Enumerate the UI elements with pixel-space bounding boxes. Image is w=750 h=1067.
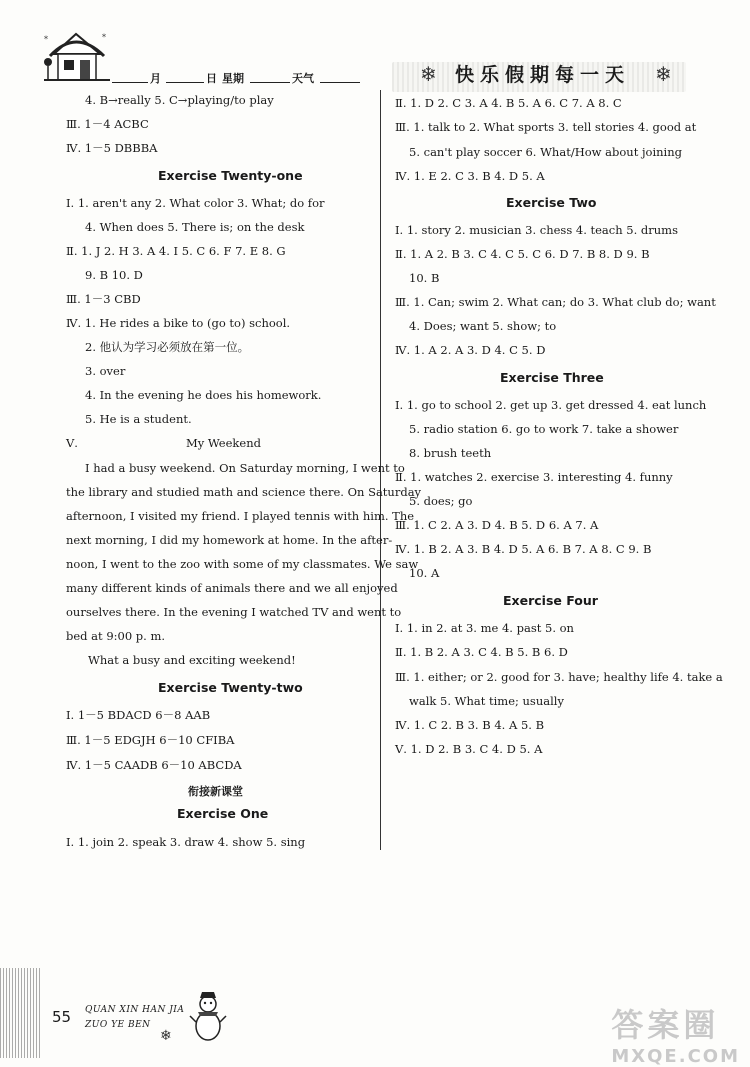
- answer-line: Ⅲ. 1. talk to 2. What sports 3. tell stories 4. good at: [395, 120, 697, 134]
- answer-line: Ⅱ. 1. D 2. C 3. A 4. B 5. A 6. C 7. A 8. C: [395, 96, 622, 110]
- essay-line: next morning, I did my homework at home. In the after-: [66, 533, 393, 547]
- answer-line: walk 5. What time; usually: [409, 694, 564, 708]
- essay-line: ourselves there. In the evening I watched TV and went to: [66, 605, 402, 619]
- snowflake-icon: ❄: [160, 1028, 172, 1044]
- watermark: [611, 1000, 740, 1067]
- answer-line: Ⅰ. 1. story 2. musician 3. chess 4. teach 5. drums: [395, 223, 678, 237]
- answer-line: Ⅲ. 1. either; or 2. good for 3. have; healthy life 4. take a: [395, 670, 723, 684]
- essay-line: the library and studied math and science there. On Saturday: [66, 485, 422, 499]
- answer-line: Ⅱ. 1. A 2. B 3. C 4. C 5. C 6. D 7. B 8. D 9. B: [395, 247, 650, 261]
- watermark-url: MXQE.COM: [611, 1046, 740, 1067]
- essay-line: bed at 9:00 p. m.: [66, 629, 166, 643]
- answer-line: 5. radio station 6. go to work 7. take a shower: [409, 422, 679, 436]
- answer-line: Ⅲ. 1－5 EDGJH 6－10 CFIBA: [66, 733, 235, 747]
- answer-line: Ⅳ. 1－5 CAADB 6－10 ABCDA: [66, 758, 242, 772]
- svg-text:*: *: [102, 33, 106, 42]
- answer-line: Ⅳ. 1. B 2. A 3. B 4. D 5. A 6. B 7. A 8. C 9. B: [395, 542, 652, 556]
- answer-line: Ⅰ. 1. go to school 2. get up 3. get dressed 4. eat lunch: [395, 398, 707, 412]
- essay-title: My Weekend: [186, 436, 261, 450]
- snow-house-icon: [40, 28, 112, 84]
- section-title: Exercise Twenty-one: [158, 168, 303, 183]
- snowflake-icon: ❄: [655, 62, 672, 86]
- essay-line: I had a busy weekend. On Saturday morning, I went to: [85, 461, 405, 475]
- banner-title: 快乐假期每一天: [455, 64, 631, 86]
- answer-line: 5. can't play soccer 6. What/How about joining: [409, 145, 682, 159]
- answer-line: Ⅳ. 1－5 DBBBA: [66, 141, 158, 155]
- answer-line: 10. A: [409, 566, 440, 580]
- answer-line: 4. In the evening he does his homework.: [85, 388, 322, 402]
- snowman-icon: [188, 988, 230, 1048]
- answer-line: Ⅴ. 1. D 2. B 3. C 4. D 5. A: [395, 742, 543, 756]
- answer-line: Ⅱ. 1. J 2. H 3. A 4. I 5. C 6. F 7. E 8. G: [66, 244, 286, 258]
- answer-line: 9. B 10. D: [85, 268, 143, 282]
- answer-line: Ⅰ. 1. in 2. at 3. me 4. past 5. on: [395, 621, 574, 635]
- snowflake-icon: ❄: [420, 62, 437, 86]
- answer-line: Ⅳ. 1. He rides a bike to (go to) school.: [66, 316, 291, 330]
- watermark-cn: 答案圈: [611, 1006, 720, 1044]
- day-label: 日: [206, 72, 217, 85]
- section-title: Exercise Four: [503, 593, 598, 608]
- answer-line: 8. brush teeth: [409, 446, 492, 460]
- answer-line: Ⅰ. 1. aren't any 2. What color 3. What; do for: [66, 196, 325, 210]
- essay-line: many different kinds of animals there and we all enjoyed: [66, 581, 398, 595]
- page-number: 55: [52, 1008, 72, 1026]
- answer-line: Ⅲ. 1－3 CBD: [66, 292, 141, 306]
- answer-line: 3. over: [85, 364, 126, 378]
- answer-line: Ⅳ. 1. A 2. A 3. D 4. C 5. D: [395, 343, 546, 357]
- answer-line: Ⅲ. 1－4 ACBC: [66, 117, 149, 131]
- answer-line: Ⅳ. 1. E 2. C 3. B 4. D 5. A: [395, 169, 545, 183]
- answer-line: 5. does; go: [409, 494, 473, 508]
- answer-line: 2. 他认为学习必须放在第一位。: [85, 340, 250, 354]
- section-title: Exercise Twenty-two: [158, 680, 303, 695]
- page-edge: [0, 968, 42, 1058]
- answer-line: 4. When does 5. There is; on the desk: [85, 220, 305, 234]
- section-subtitle: 衔接新课堂: [188, 785, 243, 798]
- answer-line: 4. Does; want 5. show; to: [409, 319, 557, 333]
- answer-line: 4. B→really 5. C→playing/to play: [85, 93, 274, 107]
- essay-line: noon, I went to the zoo with some of my classmates. We saw: [66, 557, 419, 571]
- answer-line: 5. He is a student.: [85, 412, 192, 426]
- answer-line: Ⅱ. 1. B 2. A 3. C 4. B 5. B 6. D: [395, 645, 568, 659]
- section-title: Exercise Three: [500, 370, 604, 385]
- answer-line: Ⅴ.: [66, 436, 78, 450]
- footer-series-line2: ZUO YE BEN: [85, 1020, 151, 1030]
- footer-series-line1: QUAN XIN HAN JIA: [85, 1005, 185, 1015]
- answer-line: Ⅰ. 1－5 BDACD 6－8 AAB: [66, 708, 211, 722]
- answer-line: Ⅲ. 1. Can; swim 2. What can; do 3. What club do; want: [395, 295, 716, 309]
- svg-text:*: *: [44, 35, 48, 44]
- answer-line: Ⅳ. 1. C 2. B 3. B 4. A 5. B: [395, 718, 545, 732]
- answer-line: Ⅲ. 1. C 2. A 3. D 4. B 5. D 6. A 7. A: [395, 518, 599, 532]
- section-title: Exercise One: [177, 806, 269, 821]
- answer-line: 10. B: [409, 271, 440, 285]
- weekday-label: 星期: [222, 72, 244, 85]
- section-title: Exercise Two: [506, 195, 597, 210]
- essay-line: afternoon, I visited my friend. I played tennis with him. The: [66, 509, 415, 523]
- weather-label: 天气: [292, 72, 314, 85]
- answer-line: Ⅰ. 1. join 2. speak 3. draw 4. show 5. sing: [66, 835, 306, 849]
- essay-line: What a busy and exciting weekend!: [88, 653, 296, 667]
- month-label: 月: [150, 72, 161, 85]
- answer-line: Ⅱ. 1. watches 2. exercise 3. interesting 4. funny: [395, 470, 673, 484]
